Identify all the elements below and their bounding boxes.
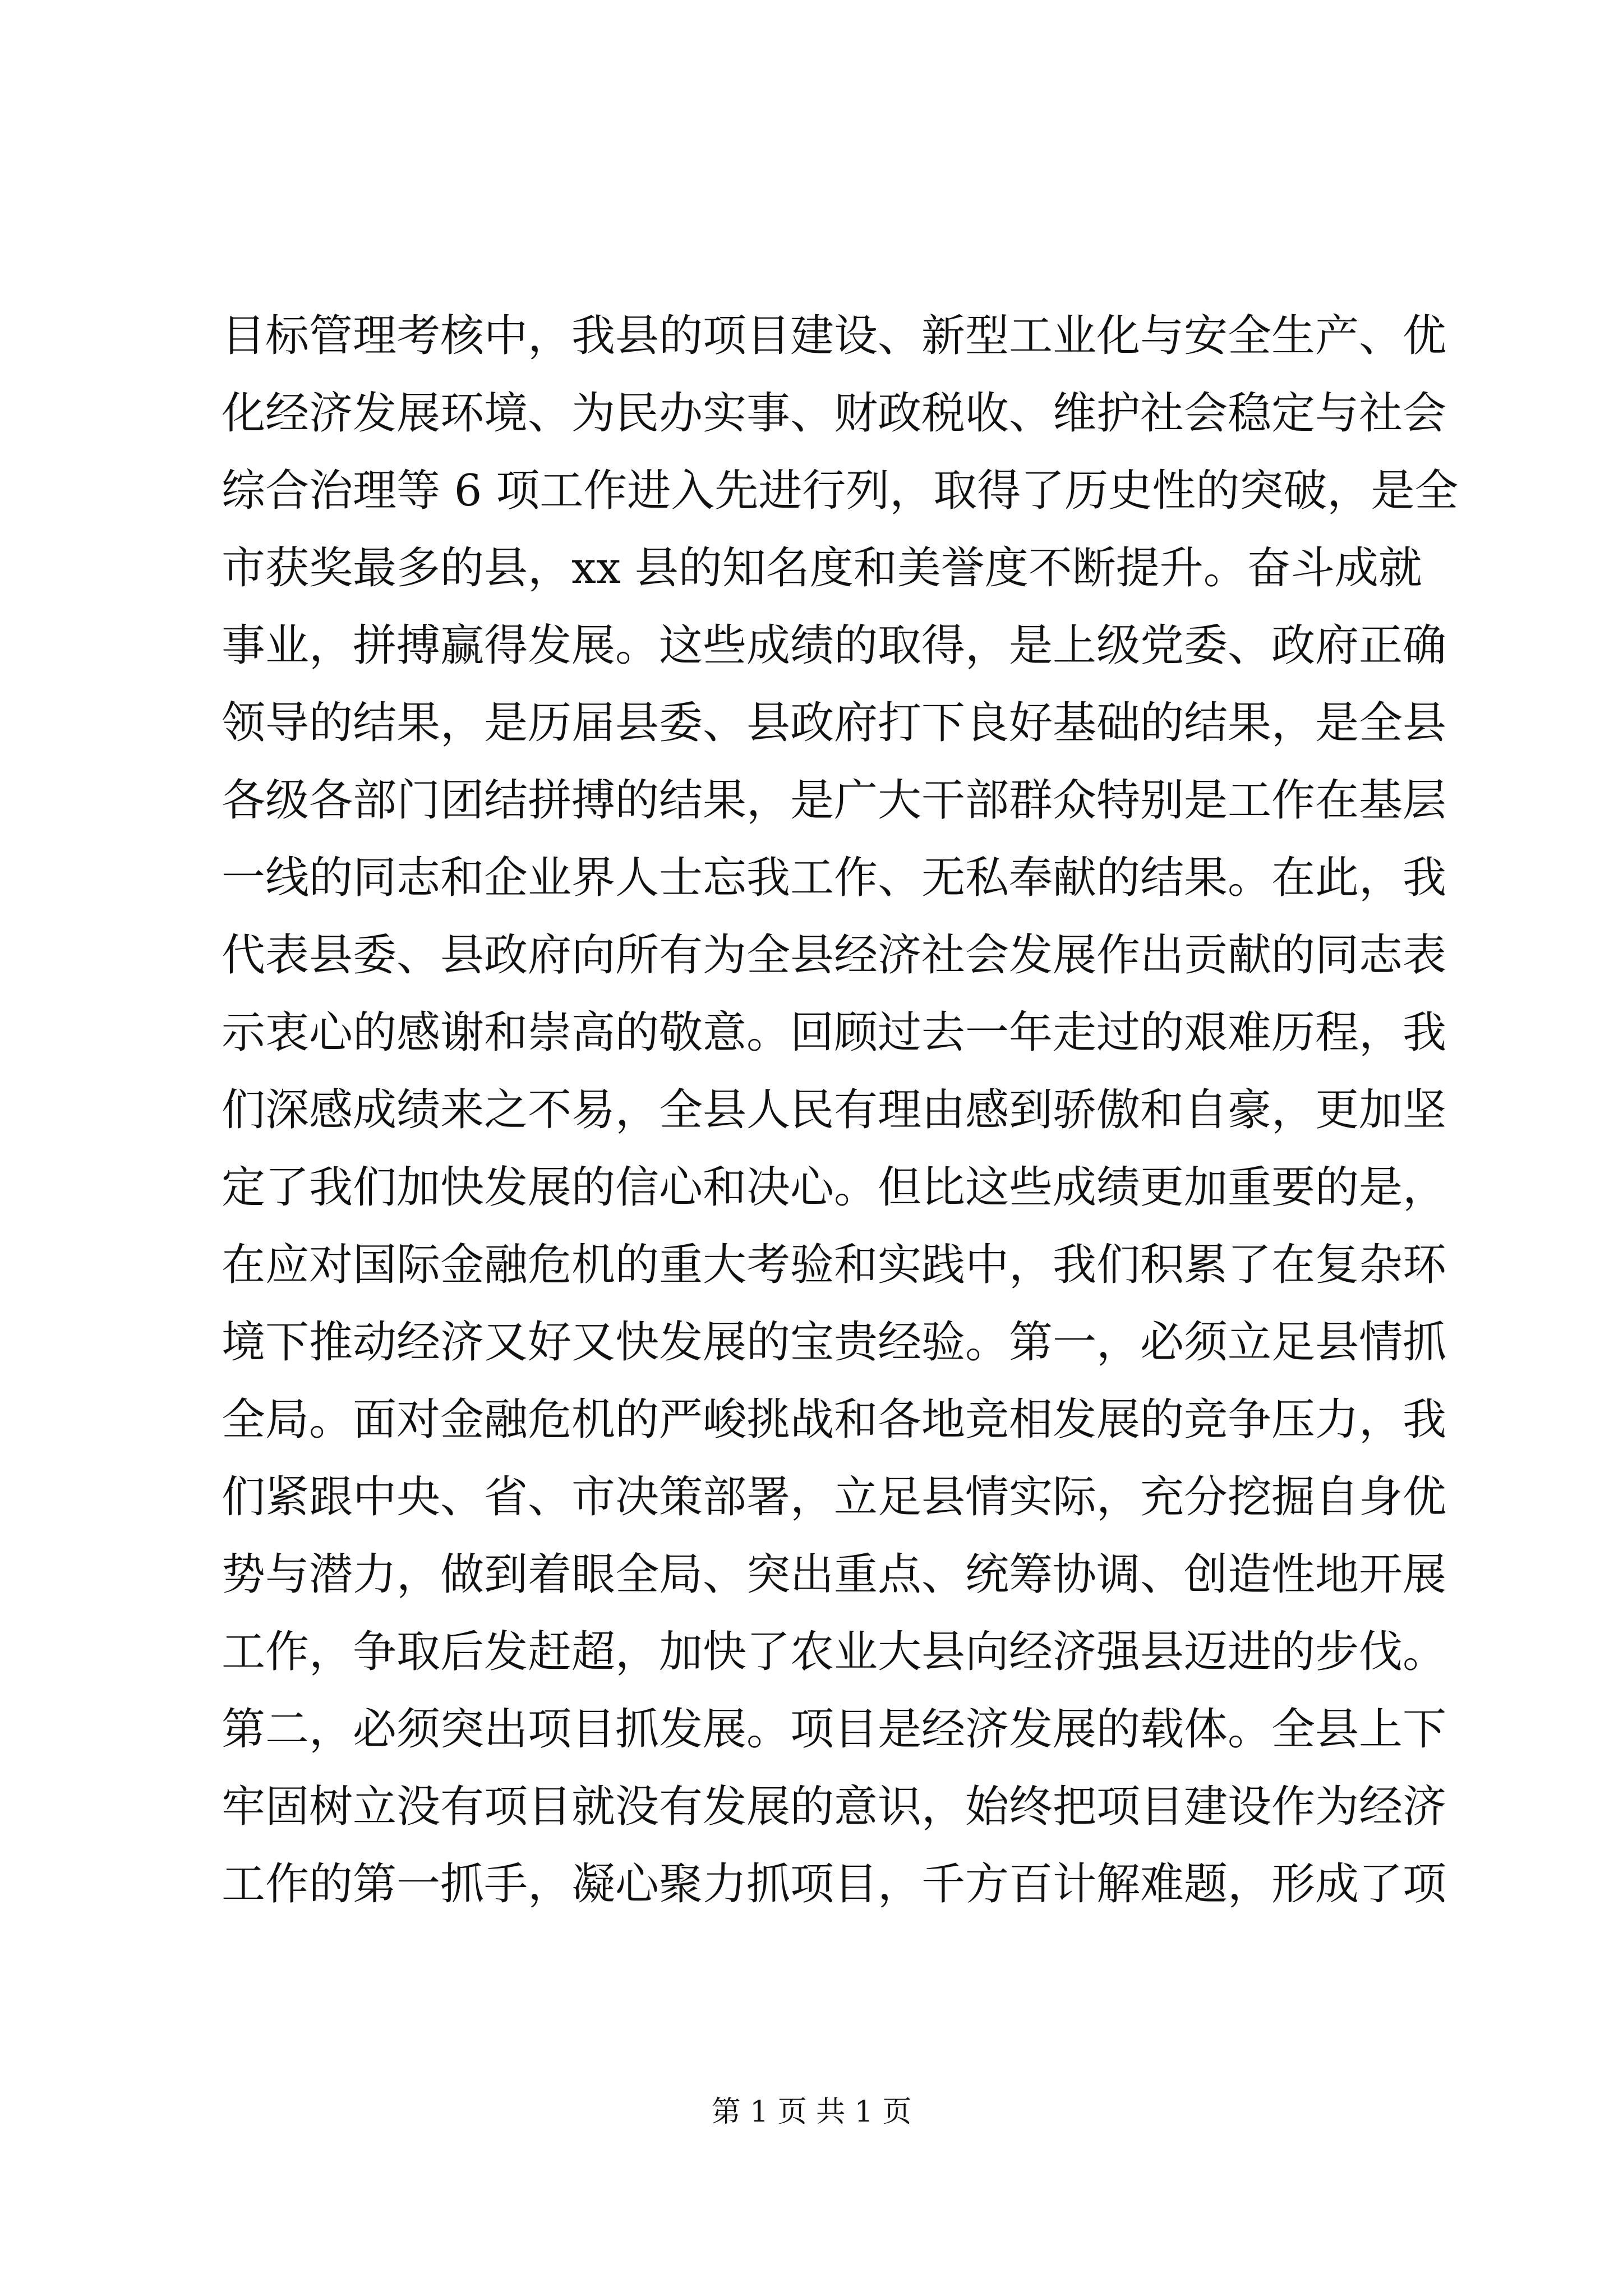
text-line-5: 事业，拼搏赢得发展。这些成绩的取得，是上级党委、政府正确 [222,620,1447,671]
text-line-14: 境下推动经济又好又快发展的宝贵经验。第一，必须立足县情抓 [222,1317,1447,1368]
text-line-8: 一线的同志和企业界人士忘我工作、无私奉献的结果。在此，我 [222,853,1447,903]
text-line-13: 在应对国际金融危机的重大考验和实践中，我们积累了在复杂环 [222,1240,1447,1290]
text-line-19: 第二，必须突出项目抓发展。项目是经济发展的载体。全县上下 [222,1704,1447,1755]
text-line-17: 势与潜力，做到着眼全局、突出重点、统筹协调、创造性地开展 [222,1549,1447,1600]
text-line-4: 市获奖最多的县，xx 县的知名度和美誉度不断提升。奋斗成就 [222,543,1422,593]
text-line-16: 们紧跟中央、省、市决策部署，立足县情实际，充分挖掘自身优 [222,1472,1447,1522]
text-line-10: 示衷心的感谢和崇高的敬意。回顾过去一年走过的艰难历程，我 [222,1007,1447,1058]
text-line-21: 工作的第一抓手，凝心聚力抓项目，千方百计解难题，形成了项 [222,1859,1447,1910]
text-line-20: 牢固树立没有项目就没有发展的意识，始终把项目建设作为经济 [222,1782,1447,1832]
text-line-12: 定了我们加快发展的信心和决心。但比这些成绩更加重要的是， [222,1162,1447,1213]
text-line-7: 各级各部门团结拼搏的结果，是广大干部群众特别是工作在基层 [222,775,1447,826]
text-line-11: 们深感成绩来之不易，全县人民有理由感到骄傲和自豪，更加坚 [222,1085,1447,1135]
text-line-15: 全局。面对金融危机的严峻挑战和各地竞相发展的竞争压力，我 [222,1395,1447,1445]
text-line-1: 目标管理考核中，我县的项目建设、新型工业化与安全生产、优 [222,311,1447,361]
text-line-3: 综合治理等 6 项工作进入先进行列，取得了历史性的突破，是全 [222,466,1459,516]
text-line-6: 领导的结果，是历届县委、县政府打下良好基础的结果，是全县 [222,698,1447,748]
page-number-footer: 第 1 页 共 1 页 [711,2095,912,2129]
text-line-9: 代表县委、县政府向所有为全县经济社会发展作出贡献的同志表 [222,930,1447,981]
text-line-18: 工作，争取后发赶超，加快了农业大县向经济强县迈进的步伐。 [222,1627,1447,1677]
text-line-2: 化经济发展环境、为民办实事、财政税收、维护社会稳定与社会 [222,388,1447,439]
body-text [222,297,1459,1923]
